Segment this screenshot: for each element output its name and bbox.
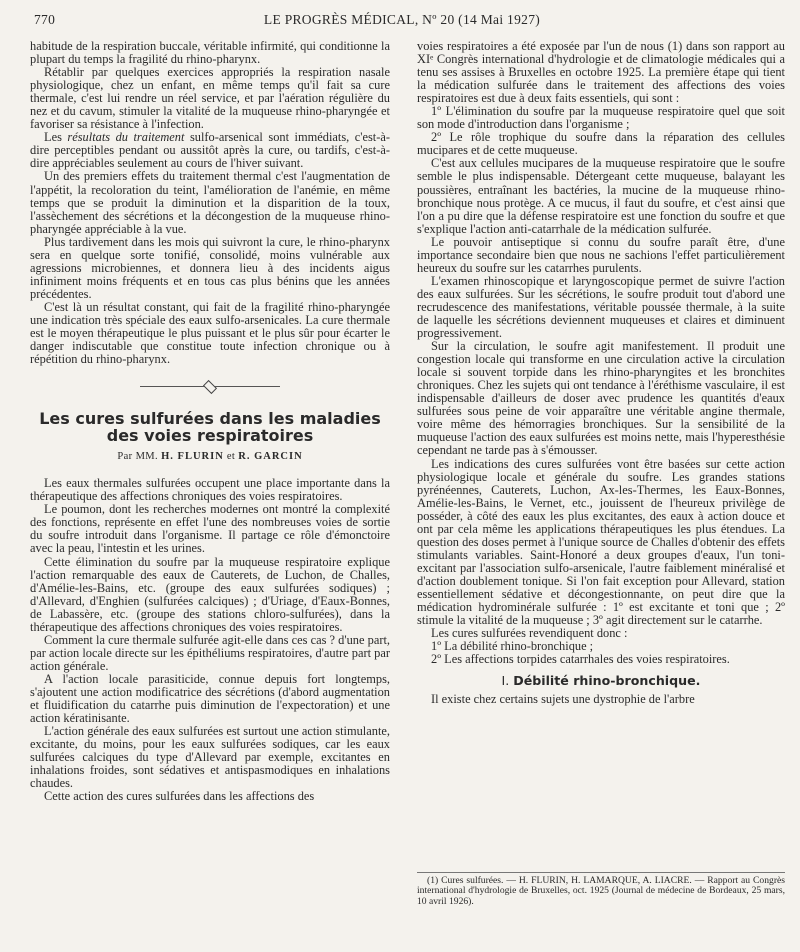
footnote: (1) Cures sulfurées. — H. FLURIN, H. LAMARQUE, A. LIACRE. — Rapport au Congrès international d'hydrologie de Bruxelles, oct. 1925 (Journal de médecine de Bordeaux, 25 mars, 10 avril 1926).	[417, 875, 785, 907]
paragraph: C'est là un résultat constant, qui fait de la fragilité rhino-pharyngée une indication très spéciale des eaux sulfo-arsenicales. La cure thermale est le moyen thérapeutique le plus puissant et le plus sûr pour écarter le danger indiscutable que constitue toute infection chronique ou à répétition du rhino-pharynx.	[30, 299, 390, 367]
paragraph: Les eaux thermales sulfurées occupent une place importante dans la thérapeutique des affections chroniques des voies respiratoires.	[30, 476, 390, 504]
paragraph: voies respiratoires a été exposée par l'un de nous (1) dans son rapport au XIᵉ Congrès international d'hydrologie et de climatologie médicales qui a tenu ses assises à Bruxelles en octobre 1925. La première étape qui tient la médication sulfurée dans le traitement des affections des voies respiratoires est due à deux faits essentiels, qui sont :	[417, 39, 785, 106]
running-header	[34, 10, 770, 30]
paragraph: Cette action des cures sulfurées dans les affections des	[44, 789, 315, 804]
byline-prefix: Par MM.	[117, 451, 159, 463]
paragraph: C'est aux cellules mucipares de la muqueuse respiratoire que le soufre semble le plus indispensable. Détergeant cette muqueuse, balayant les poussières, entraînant les bactéries, la mucine de la muqueuse rhino-bronchique nous protège. A ce mucus, il faut du soufre, et c'est ainsi que l'on a pu dire que la défense respiratoire est une fonction du soufre et que s'explique l'action anti-catarrhale de la médication sulfurée.	[417, 156, 785, 236]
right-column	[417, 40, 785, 706]
section-title: Débilité rhino-bronchique.	[513, 673, 701, 689]
right-paragraphs	[417, 40, 785, 666]
results-text: sulfo-arsenical sont immédiats, c'est-à-dire perceptibles pendant ou aussitôt après la cure, ou tardifs, c'est-à-dire appréciables seulement au cours de l'hiver suivant.	[30, 130, 390, 171]
paragraph: Un des premiers effets du traitement thermal c'est l'augmentation de l'appétit, la recoloration du teint, l'amélioration de l'anémie, en même temps que se produit la diminution et la disparition de la toux, l'assèchement des sécrétions et la décongestion de la muqueuse rhino-pharyngée appréciable à la vue.	[30, 169, 390, 236]
paragraph: Rétablir par quelques exercices appropriés la respiration nasale physiologique, chez un enfant, en même temps qu'il fait sa cure thermale, c'est lui rendre un réel service, et par l'aération régulière du nez et du cavum, stimuler la vitalité de la muqueuse rhino-pharyngée et favoriser sa résistance à l'infection.	[30, 65, 390, 132]
byline	[30, 450, 390, 463]
paragraph: habitude de la respiration buccale, véritable infirmité, qui conditionne la plupart du temps la fragilité du rhino-pharynx.	[30, 39, 390, 67]
paragraph: A l'action locale parasiticide, connue depuis fort longtemps, s'ajoutent une action modificatrice des sécrétions (d'abord augmentation et fluidification du catarrhe puis diminution de l'expectoration) et une action kératinisante.	[30, 671, 390, 726]
section-heading	[417, 674, 785, 687]
results-italic: résultats du traitement	[67, 130, 185, 145]
article-title	[30, 410, 390, 444]
paragraph: Comment la cure thermale sulfurée agit-elle dans ces cas ? d'une part, par action locale directe sur les épithéliums respiratoires, d'autre part par action générale.	[30, 632, 390, 673]
author-name: H. FLURIN	[161, 451, 224, 463]
paragraph-results	[30, 131, 390, 170]
paragraph: Les cures sulfurées revendiquent donc :	[431, 626, 628, 641]
page-number: 770	[34, 12, 56, 27]
paragraph: Le poumon, dont les recherches modernes ont montré la complexité des fonctions, représente en effet l'une des nombreuses voies de sortie du soufre introduit dans l'organisme. Il partage ce rôle d'émonctoire avec la peau, l'intestin et les urines.	[30, 502, 390, 556]
paragraph: Il existe chez certains sujets une dystrophie de l'arbre	[431, 692, 695, 707]
paragraph: Les indications des cures sulfurées vont être basées sur cette action physiologique locale et générale du soufre. Les grandes stations pyrénéennes, Cauterets, Luchon, Ax-les-Thermes, les Eaux-Bonnes, Amélie-les-Bains, le Vernet, etc., jouissent de l'heureux privilège de posséder, à côté des eaux les plus excitantes, des eaux à action douce et ont par cela même les applications thérapeutiques les plus étendues. La question des doses permet à l'unique source de Challes d'obtenir des effets stimulants variables. Saint-Honoré a deux groupes d'eaux, l'un toni-excitant par l'association sulfo-arsenicale, l'autre faiblement minéralisé et d'action doublement tonique. Si l'on fait exception pour Allevard, station essentiellement sédative et décongestionnante, on peut dire que la médication hydrominérale sulfurée : 1º est excitante et toni que ; 2º stimule la vitalité de la muqueuse ; 3º agit directement sur le catarrhe.	[417, 456, 785, 628]
paragraph: L'action générale des eaux sulfurées est surtout une action stimulante, excitante, du moins, pour les eaux sulfurées sodiques, car les eaux sulfurées calciques du type d'Allevard par exemple, excitantes en inhalations froides, sont sédatives et antispasmodiques en inhalations chaudes.	[30, 724, 390, 791]
paragraph: 1º La débilité rhino-bronchique ;	[431, 639, 594, 654]
article-title-line2: des voies respiratoires	[106, 426, 314, 446]
article-title-line1: Les cures sulfurées dans les maladies	[39, 409, 381, 429]
paragraph: 2º Le rôle trophique du soufre dans la réparation des cellules mucipares et de cette muqueuse.	[417, 130, 785, 158]
author-name: R. GARCIN	[238, 451, 303, 463]
journal-title: LE PROGRÈS MÉDICAL, Nº 20 (14 Mai 1927)	[263, 12, 541, 27]
footnote-area	[417, 872, 785, 907]
paragraph: L'examen rhinoscopique et laryngoscopique permet de suivre l'action des eaux sulfurées. Sur les sécrétions, le soufre produit tout d'abord une recrudescence des manifestations, véritable poussée thermale, à la suite de laquelle les sécrétions deviennent muqueuses et claires et diminuent progressivement.	[417, 273, 785, 341]
section-number: I.	[501, 673, 510, 689]
paragraph: 2º Les affections torpides catarrhales des voies respiratoires.	[431, 652, 730, 667]
paragraph: Le pouvoir antiseptique si connu du soufre paraît être, d'une importance secondaire bien que nous ne sachions l'effet particulièrement heureux du soufre sur les catarrhes purulents.	[417, 234, 785, 275]
paragraph: Plus tardivement dans les mois qui suivront la cure, le rhino-pharynx sera en quelque sorte tonifié, consolidé, moins vulnérable aux agressions microbiennes, et donnera lieu à des incidents aigus infiniment moins fréquents et en tous cas plus bénins que les années précédentes.	[30, 234, 390, 301]
paragraph: 1º L'élimination du soufre par la muqueuse respiratoire quel que soit son mode d'introduction dans l'organisme ;	[417, 104, 785, 132]
byline-and: et	[226, 451, 236, 463]
results-lead: Les	[44, 130, 62, 145]
paragraph: Cette élimination du soufre par la muqueuse respiratoire explique l'action remarquable des eaux de Cauterets, de Luchon, de Challes, d'Amélie-les-Bains, etc. (groupe des eaux sulfurées sodiques) ; d'Allevard, d'Enghien (sulfurées calciques) ; d'Uriage, d'Eaux-Bonnes, de Labassère, etc. (groupe des stations chloro-sulfurées), dans la thérapeutique des affections chroniques des voies respiratoires.	[30, 554, 390, 634]
paragraph: Sur la circulation, le soufre agit manifestement. Il produit une congestion locale qui transforme en une circulation active la circulation locale si souvent torpide dans les rhino-pharyngites et les bronchites chroniques. Chez les sujets qui ont tendance à l'éréthisme vasculaire, il est indispensable d'ailleurs de doser avec prudence les quantités d'eaux sulfurées sous peine de voir apparaître une véritable angine thermale, voire même des hémorragies bronchiques. Sur la sensibilité de la muqueuse l'action des eaux sulfurées est moins nette, mais l'hyperesthésie cependant ne tarde pas à s'émousser.	[417, 339, 785, 458]
ornamental-divider	[140, 382, 280, 390]
left-column	[30, 40, 390, 803]
